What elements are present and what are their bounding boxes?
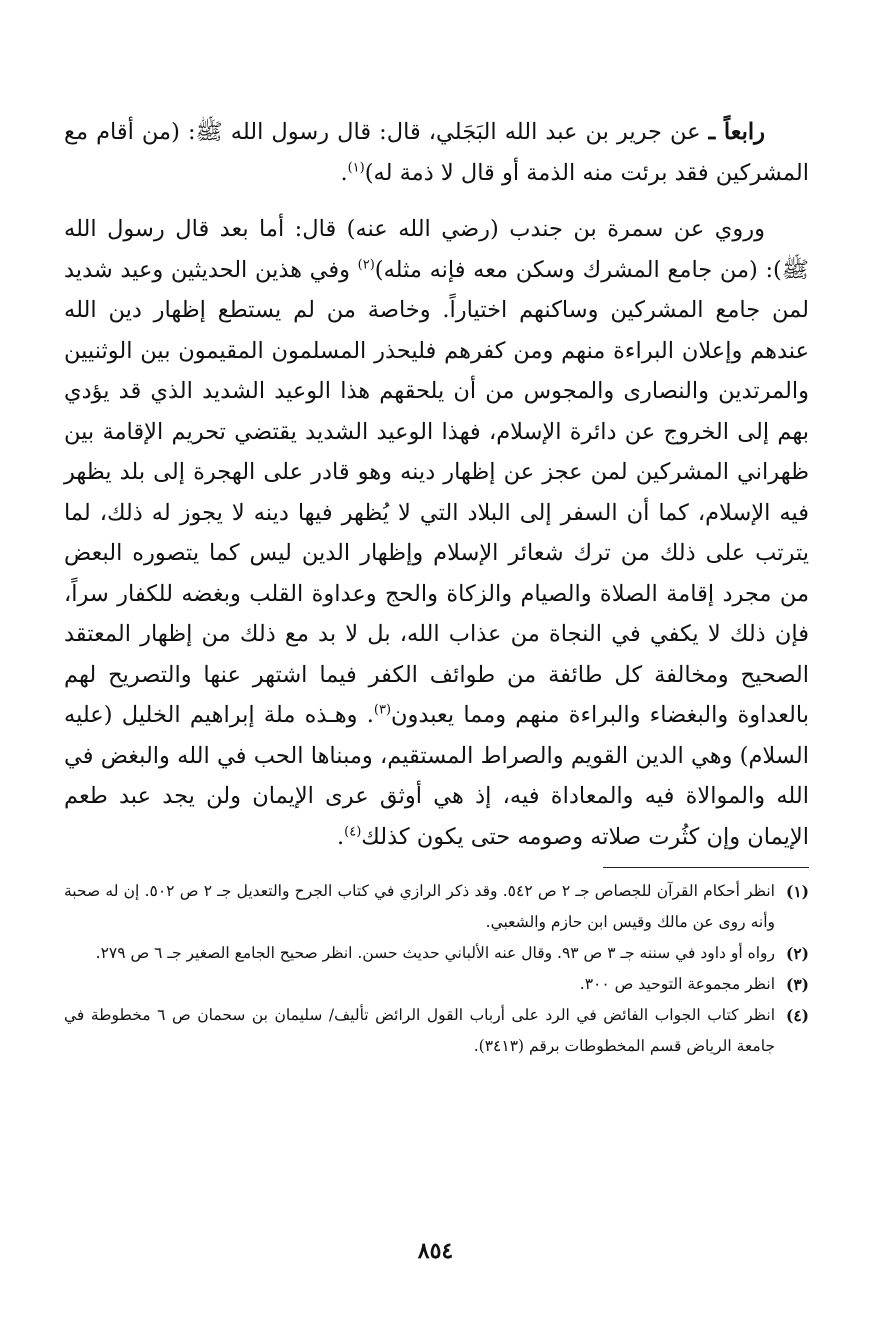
paragraph-2-text-a: وروي عن سمرة بن جندب (رضي الله عنه) قال: أما بعد قال رسول الله ﷺ): (من جامع المشرك وسكن معه فإنه مثله) (64, 216, 809, 283)
footnote-ref-2: (٢) (357, 257, 375, 272)
footnote (64, 969, 809, 1000)
footnote-text: رواه أو داود في سننه جـ ٣ ص ٩٣. وقال عنه الألباني حديث حسن. انظر صحيح الجامع الصغير جـ ٦ ص ٢٧٩. (95, 944, 775, 962)
footnote-ref-3: (٣) (373, 702, 392, 718)
footnote-number: (٢) (785, 944, 809, 963)
footnote-ref-4: (٤) (344, 824, 362, 839)
footnote-divider (603, 867, 809, 868)
paragraph-2-end: . (336, 823, 345, 850)
footnote-text: انظر مجموعة التوحيد ص ٣٠٠. (579, 975, 775, 993)
paragraph-1-end: . (340, 159, 348, 186)
footnote-number: (٤) (785, 1006, 809, 1025)
paragraph-2 (64, 209, 809, 857)
footnote (64, 938, 809, 969)
main-text (64, 112, 809, 857)
paragraph-2-text-c: . وهـذه ملة إبراهيم الخليل (عليه السلام) وهي الدين القويم والصراط المستقيم، ومبناها الحب في الله والبغض في الله والموالاة فيه والمعاداة فيه، إذ هي أوثق عرى الإيمان ولن يجد عبد طعم الإيمان وإن كثُرت صلاته وصومه حتى يكون كذلك (64, 702, 809, 850)
paragraph-2-text-b: وفي هذين الحديثين وعيد شديد لمن جامع المشركين وساكنهم اختياراً. وخاصة من لم يستطع إظهار دين الله عندهم وإعلان البراءة منهم ومن كفرهم فليحذر المسلمون المقيمون بين الوثنيين والمرتدين والنصارى والمجوس من أن يلحقهم هذا الوعيد الشديد الذي قد يؤدي بهم إلى الخروج عن دائرة الإسلام، فهذا الوعيد الشديد يقتضي تحريم الإقامة بين ظهراني المشركين لمن عجز عن إظهار دينه وهو قادر على الهجرة إلى بلد يظهر فيه الإسلام، كما أن السفر إلى البلاد التي لا يُظهر فيها دينه لا يجوز له ذلك، لما يترتب على ذلك من ترك شعائر الإسلام وإظهار الدين ليس كما يتصوره البعض من مجرد إقامة الصلاة والصيام والزكاة والحج وعداوة القلب وبغضه للكفار سراً، فإن ذلك لا يكفي في النجاة من عذاب الله، بل لا بد مع ذلك من إظهار المعتقد الصحيح ومخالفة كل طائفة من طوائف الكفر فيما اشتهر عنها والتصريح لهم بالعداوة والبغضاء والبراءة منهم ومما يعبدون (64, 256, 809, 728)
footnote-text: انظر كتاب الجواب الفائض في الرد على أرباب القول الرائض تأليف/ سليمان بن سحمان ص ٦ مخطوطة في جامعة الرياض قسم المخطوطات برقم (٣٤١٣). (64, 1006, 775, 1055)
footnote-ref-1: (١) (347, 160, 365, 175)
footnotes (64, 876, 809, 1062)
footnote (64, 876, 809, 938)
paragraph-lead: رابعاً ـ (708, 119, 765, 145)
footnote (64, 1000, 809, 1062)
footnote-number: (١) (785, 882, 809, 901)
footnote-number: (٣) (785, 975, 809, 994)
paragraph-1 (64, 112, 809, 193)
footnote-text: انظر أحكام القرآن للجصاص جـ ٢ ص ٥٤٢. وقد ذكر الرازي في كتاب الجرح والتعديل جـ ٢ ص ٥٠٢. إن له صحبة وأنه روى عن مالك وقيس ابن حازم والشعبي. (64, 882, 775, 931)
page-number: ٨٥٤ (417, 1238, 454, 1264)
paragraph-1-text: عن جرير بن عبد الله البَجَلي، قال: قال رسول الله ﷺ: (من أقام مع المشركين فقد برئت منه الذمة أو قال لا ذمة له) (64, 119, 809, 186)
